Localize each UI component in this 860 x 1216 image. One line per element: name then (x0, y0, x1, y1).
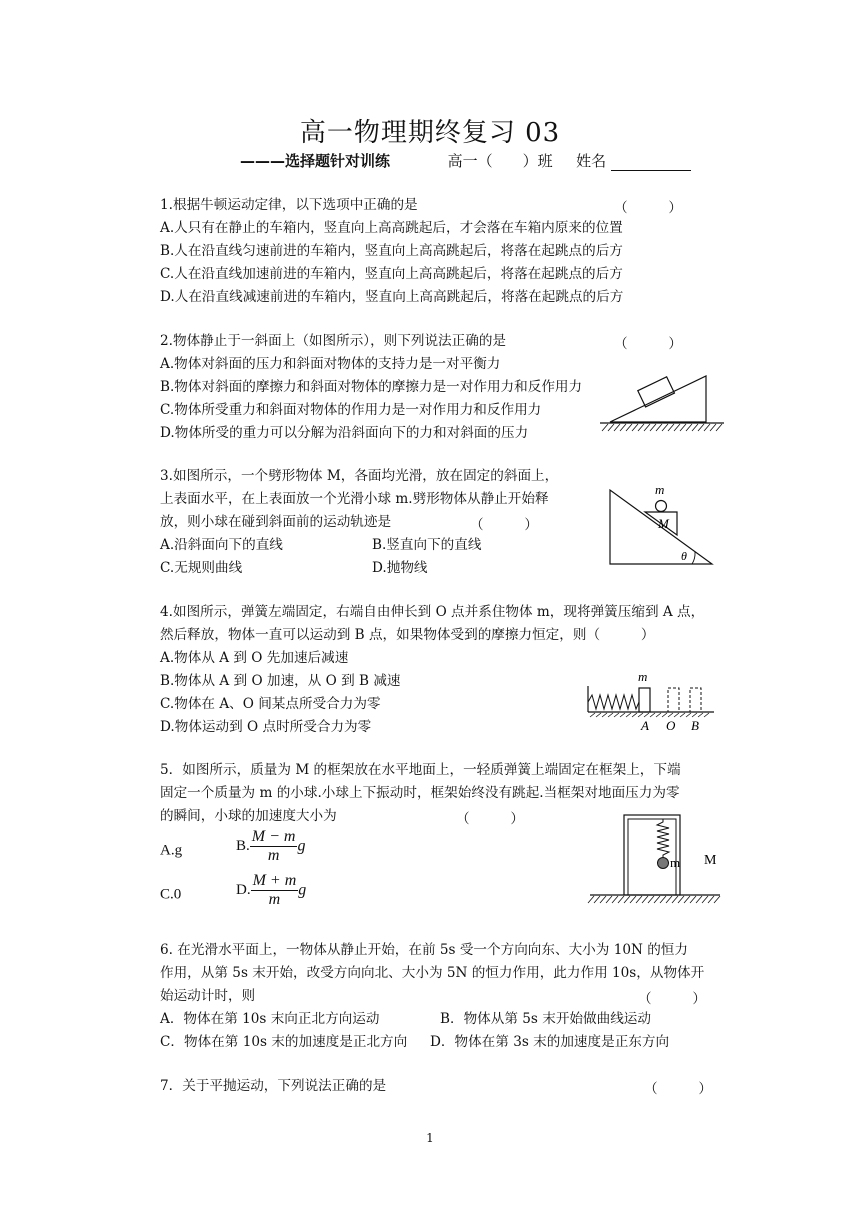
q2-option-c: C.物体所受重力和斜面对物体的作用力是一对作用力和反作用力 (160, 402, 542, 418)
q5-option-c (160, 885, 181, 904)
q5-option-b-label: B. (236, 838, 250, 854)
q3-option-c: C.无规则曲线 (160, 560, 243, 576)
q4-option-c: C.物体在 A、O 间某点所受合力为零 (160, 696, 381, 712)
page-subtitle (240, 150, 691, 171)
page-number: 1 (426, 1131, 434, 1145)
fig-label-o: O (666, 718, 676, 733)
incline-block-figure (598, 364, 728, 436)
q1-answer-paren: （ ） (614, 200, 682, 216)
q2-answer-paren: （ ） (614, 336, 682, 352)
q5-option-d-g: g (298, 881, 307, 899)
fig-label-m: m (655, 482, 665, 497)
page-title: 高一物理期终复习 03 (299, 118, 561, 148)
q4-line-1: 4.如图所示，弹簧左端固定，右端自由伸长到 O 点并系住物体 m，现将弹簧压缩到 A 点， (160, 604, 705, 620)
q7-answer-paren: （ ） (644, 1081, 712, 1097)
q5-line-2: 固定一个质量为 m 的小球.小球上下振动时，框架始终没有跳起.当框架对地面压力为零 (160, 785, 680, 801)
frame-spring-figure (584, 812, 734, 910)
fig-label-M: M (658, 516, 669, 531)
q5-option-b-denominator: m (267, 847, 280, 864)
name-blank (611, 155, 691, 171)
q5-option-c-text: C.0 (160, 886, 182, 903)
fig-label-M: M (704, 853, 717, 868)
q6-option-b: B．物体从第 5s 末开始做曲线运动 (440, 1011, 651, 1027)
q3-line-3: 放，则小球在碰到斜面前的运动轨迹是 (160, 514, 392, 530)
fig-label-b: B (691, 718, 699, 733)
q3-line-1: 3.如图所示，一个劈形物体 M，各面均光滑，放在固定的斜面上， (160, 468, 559, 484)
q3-option-b: B.竖直向下的直线 (372, 537, 482, 553)
q7-stem: 7．关于平抛运动，下列说法正确的是 (160, 1078, 387, 1094)
q1-option-b: B.人在沿直线匀速前进的车箱内，竖直向上高高跳起后，将落在起跳点的后方 (160, 243, 623, 259)
q2-option-b: B.物体对斜面的摩擦力和斜面对物体的摩擦力是一对作用力和反作用力 (160, 379, 583, 395)
q5-option-b-numerator: M − m (251, 828, 296, 845)
q5-option-d-label: D. (236, 882, 251, 898)
q1-option-c: C.人在沿直线加速前进的车箱内，竖直向上高高跳起后，将落在起跳点的后方 (160, 266, 623, 282)
fig-label-m: m (638, 669, 648, 684)
q5-option-a (160, 841, 182, 860)
q2-option-d: D.物体所受的重力可以分解为沿斜面向下的力和对斜面的压力 (160, 425, 529, 441)
q3-answer-paren: （ ） (470, 517, 538, 533)
q4-option-d: D.物体运动到 O 点时所受合力为零 (160, 719, 372, 735)
q3-line-2: 上表面水平，在上表面放一个光滑小球 m.劈形物体从静止开始释 (160, 491, 549, 507)
class-label: 高一（ ）班 (447, 152, 553, 170)
q6-line-1: 6. 在光滑水平面上，一物体从静止开始，在前 5s 受一个方向向东、大小为 10N 的恒力 (160, 942, 688, 958)
q3-option-a: A.沿斜面向下的直线 (160, 537, 283, 553)
q4-option-a: A.物体从 A 到 O 先加速后减速 (160, 650, 349, 666)
wedge-ball-figure (600, 478, 720, 570)
fig-label-a: A (641, 718, 649, 733)
q5-option-d-numerator: M + m (252, 872, 297, 889)
q6-option-d: D．物体在第 3s 末的加速度是正东方向 (430, 1034, 670, 1050)
q5-line-1: 5．如图所示，质量为 M 的框架放在水平地面上，一轻质弹簧上端固定在框架上，下端 (160, 762, 681, 778)
name-label: 姓名 (576, 152, 607, 170)
fig-label-m: m (670, 855, 681, 870)
q1-stem: 1.根据牛顿运动定律，以下选项中正确的是 (160, 197, 418, 213)
q5-option-b (236, 828, 305, 865)
q5-option-d (236, 872, 306, 909)
subtitle-text: ———选择题针对训练 (240, 152, 391, 170)
q6-line-3: 始运动计时，则 (160, 988, 256, 1004)
q6-answer-paren: （ ） (638, 991, 706, 1007)
q5-option-b-g: g (297, 837, 306, 855)
q6-option-c: C．物体在第 10s 末的加速度是正北方向 (160, 1034, 408, 1050)
spring-block-figure (580, 664, 720, 736)
q1-option-d: D.人在沿直线减速前进的车箱内，竖直向上高高跳起后，将落在起跳点的后方 (160, 289, 624, 305)
q5-line-3: 的瞬间，小球的加速度大小为 (160, 808, 337, 824)
q5-option-b-fraction (250, 828, 298, 865)
q6-option-a: A．物体在第 10s 末向正北方向运动 (160, 1011, 380, 1027)
q2-stem: 2.物体静止于一斜面上（如图所示），则下列说法正确的是 (160, 333, 507, 349)
q6-line-2: 作用，从第 5s 末开始，改受方向向北、大小为 5N 的恒力作用，此力作用 10s，从物体开 (160, 965, 705, 981)
q1-option-a: A.人只有在静止的车箱内，竖直向上高高跳起后，才会落在车箱内原来的位置 (160, 220, 623, 236)
q5-option-d-denominator: m (268, 891, 281, 908)
q5-option-d-fraction (251, 872, 299, 909)
q5-answer-paren: （ ） (456, 811, 524, 827)
q5-option-a-text: A.g (160, 842, 183, 859)
q4-line-2: 然后释放，物体一直可以运动到 B 点，如果物体受到的摩擦力恒定，则（ ） (160, 627, 655, 643)
fig-label-theta: θ (681, 549, 687, 563)
q3-option-d: D.抛物线 (372, 560, 428, 576)
q4-option-b: B.物体从 A 到 O 加速，从 O 到 B 减速 (160, 673, 401, 689)
q2-option-a: A.物体对斜面的压力和斜面对物体的支持力是一对平衡力 (160, 356, 501, 372)
